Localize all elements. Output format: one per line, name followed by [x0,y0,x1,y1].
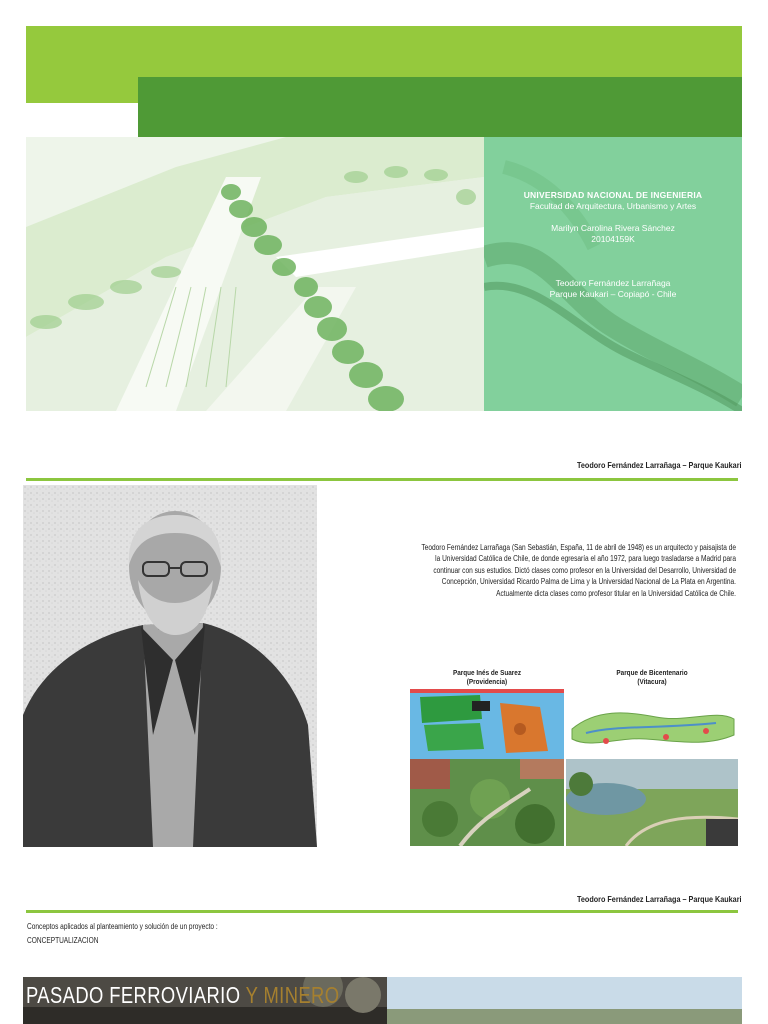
project-2-name: Parque de Bicentenario [616,668,688,677]
project-1-name: Parque Inés de Suarez [452,668,522,677]
landscape-photo [387,977,742,1024]
page3-header-rule [26,910,738,913]
cover-title-bar [138,77,742,137]
student-name: Marilyn Carolina Rivera Sánchez [551,223,675,233]
project-1-place: (Providencia) [466,676,508,686]
concept-intro: Conceptos aplicados al planteamiento y solución de un proyecto : [27,922,218,931]
project-1-plan [410,689,564,759]
project-2-photo [566,759,738,846]
section-title-main: PASADO FERROVIARIO [26,982,241,1008]
page3-running-header: Teodoro Fernández Larrañaga – Parque Kaukari [577,894,742,904]
page2-header-rule [26,478,738,481]
cover-credits [484,190,742,300]
section-title [26,982,339,1009]
architect-biography: Teodoro Fernández Larrañaga (San Sebastián, España, 11 de abril de 1948) es un arquitecto y paisajista de la Universidad Católica de Chile, de donde egresaría el año 1972, para luego trasladarse a Madrid para continuar con sus estudios. Dictó clases como profesor en la Universidad del Desarrollo, Universidad de Concepción, Universidad Ricardo Palma de Lima y la Universidad Nacional de La Plata en Argentina. Actualmente dicta clases como profesor titular en la Universidad Católica de Chile. [421,543,736,598]
faculty-name: Facultad de Arquitectura, Urbanismo y Artes [529,201,697,211]
project-1-caption [422,669,553,686]
concept-title: CONCEPTUALIZACION [27,936,99,945]
subject-name: Teodoro Fernández Larrañaga [555,278,671,288]
project-2-plan [566,689,738,759]
cover-park-rendering [26,137,484,411]
section-title-accent: Y MINERO [245,982,340,1008]
page2-running-header: Teodoro Fernández Larrañaga – Parque Kaukari [577,460,742,470]
student-code: 20104159K [591,234,635,244]
university-name: UNIVERSIDAD NACIONAL DE INGENIERIA [523,190,703,200]
project-2-place: (Vitacura) [637,676,667,686]
subject-project: Parque Kaukari – Copiapó - Chile [549,289,677,299]
architect-portrait [23,485,317,847]
project-2-caption [579,669,725,686]
project-1-photo [410,759,564,846]
